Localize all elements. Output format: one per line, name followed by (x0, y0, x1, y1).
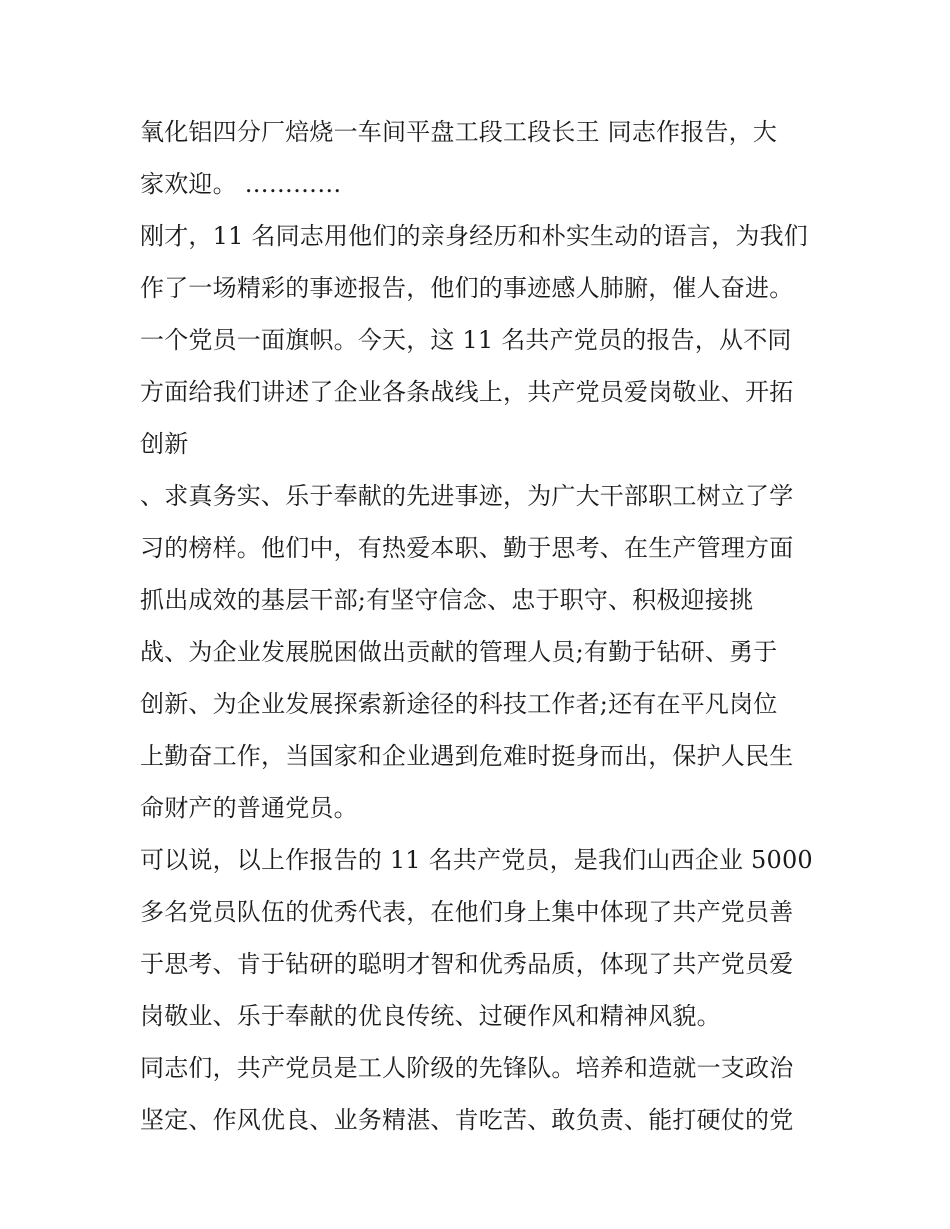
text-line: 坚定、作风优良、业务精湛、肯吃苦、敢负责、能打硬仗的党 (140, 1106, 794, 1134)
text-line: 、求真务实、乐于奉献的先进事迹，为广大干部职工树立了学 (140, 482, 794, 510)
text-line: 方面给我们讲述了企业各条战线上，共产党员爱岗敬业、开拓 (140, 378, 794, 406)
text-line: 创新 (140, 430, 189, 458)
text-line: 多名党员队伍的优秀代表，在他们身上集中体现了共产党员善 (140, 898, 794, 926)
text-line: 于思考、肯于钻研的聪明才智和优秀品质，体现了共产党员爱 (140, 950, 794, 978)
text-line: 命财产的普通党员。 (140, 794, 358, 822)
text-line: 战、为企业发展脱困做出贡献的管理人员;有勤于钻研、勇于 (140, 638, 778, 666)
text-line: 家欢迎。 ………… (140, 170, 342, 198)
text-line: 氧化铝四分厂焙烧一车间平盘工段工段长王 同志作报告，大 (140, 118, 778, 146)
text-line: 抓出成效的基层干部;有坚守信念、忠于职守、积极迎接挑 (140, 586, 754, 614)
text-line: 岗敬业、乐于奉献的优良传统、过硬作风和精神风貌。 (140, 1002, 721, 1030)
text-line: 同志们，共产党员是工人阶级的先锋队。培养和造就一支政治 (140, 1054, 794, 1082)
text-line: 可以说，以上作报告的 11 名共产党员，是我们山西企业 5000 (140, 846, 813, 874)
text-line: 作了一场精彩的事迹报告，他们的事迹感人肺腑，催人奋进。 (140, 274, 794, 302)
text-line: 刚才，11 名同志用他们的亲身经历和朴实生动的语言，为我们 (140, 222, 808, 250)
document-body (140, 106, 820, 1146)
text-line: 上勤奋工作，当国家和企业遇到危难时挺身而出，保护人民生 (140, 742, 794, 770)
text-line: 习的榜样。他们中，有热爱本职、勤于思考、在生产管理方面 (140, 534, 794, 562)
text-line: 创新、为企业发展探索新途径的科技工作者;还有在平凡岗位 (140, 690, 778, 718)
text-line: 一个党员一面旗帜。今天，这 11 名共产党员的报告，从不同 (140, 326, 792, 354)
